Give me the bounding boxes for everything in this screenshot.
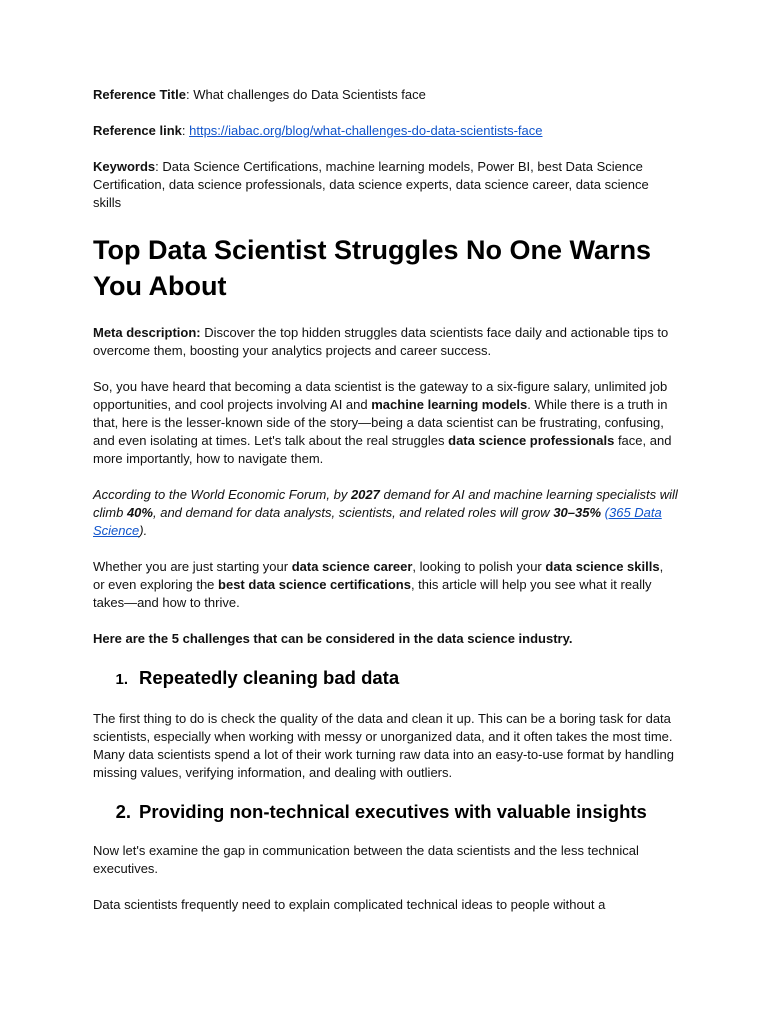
- challenge-2-title: Providing non-technical executives with valuable insights: [139, 801, 647, 822]
- whether-text-3: , or even exploring the: [93, 559, 664, 592]
- whether-bold-1: data science career: [291, 559, 413, 574]
- quote-text-1: According to the World Economic Forum, by: [93, 487, 351, 502]
- meta-description-text: Discover the top hidden struggles data scientists face daily and actionable tips to overcome them, boosting your analytics projects and career success.: [93, 325, 669, 358]
- meta-description-label: Meta description:: [93, 325, 201, 340]
- reference-link-line: [93, 122, 678, 140]
- challenge-1-heading: [93, 666, 678, 692]
- intro-text-2: . While there is a truth in that, here is the lesser-known side of the story—being a data scientist can be frustrating, confusing, and even isolating at times. Let's talk about the real struggles: [93, 397, 668, 448]
- quote-text-3: , and demand for data analysts, scientists, and related roles will grow: [152, 505, 554, 520]
- intro-text-1: So, you have heard that becoming a data scientist is the gateway to a six-figure salary, unlimited job opportunities, and cool projects involving AI and: [93, 379, 668, 412]
- whether-bold-3: best data science certifications: [218, 577, 411, 592]
- reference-title-value: : What challenges do Data Scientists face: [185, 87, 426, 102]
- challenge-2-heading: [93, 800, 678, 824]
- quote-bold-2: 40%: [126, 505, 153, 520]
- quote-end: ).: [139, 523, 148, 538]
- whether-text-2: , looking to polish your: [412, 559, 546, 574]
- whether-bold-2: data science skills: [545, 559, 660, 574]
- whether-text-1: Whether you are just starting your: [93, 559, 292, 574]
- whether-paragraph: [93, 558, 678, 612]
- reference-link-label: Reference link: [93, 123, 182, 138]
- keywords-label: Keywords: [93, 159, 156, 174]
- reference-title-line: [93, 86, 678, 104]
- keywords-value: : Data Science Certifications, machine learning models, Power BI, best Data Science Certification, data science professionals, data science experts, data science career, data science skills: [93, 159, 649, 210]
- challenge-1-title: Repeatedly cleaning bad data: [139, 667, 400, 688]
- statistics-quote: [93, 486, 678, 540]
- challenges-lead: Here are the 5 challenges that can be considered in the data science industry.: [93, 631, 573, 646]
- whether-text-4: , this article will help you see what it really takes—and how to thrive.: [93, 577, 652, 610]
- intro-bold-1: machine learning models: [371, 397, 528, 412]
- challenge-2-number: 2.: [115, 801, 131, 822]
- intro-bold-2: data science professionals: [448, 433, 615, 448]
- article-title: Top Data Scientist Struggles No One Warns You About: [93, 235, 652, 301]
- intro-paragraph: [93, 378, 678, 468]
- quote-bold-3: 30–35%: [553, 505, 602, 520]
- meta-description: [93, 324, 678, 360]
- reference-link-url[interactable]: https://iabac.org/blog/what-challenges-do-data-scientists-face: [189, 123, 543, 138]
- reference-link-separator: :: [181, 123, 190, 138]
- quote-source-link[interactable]: (365 Data Science: [93, 505, 662, 538]
- keywords-line: [93, 158, 678, 212]
- challenge-2-body-continued: Data scientists frequently need to explain complicated technical ideas to people without a: [93, 897, 606, 912]
- challenge-1-body: The first thing to do is check the quality of the data and clean it up. This can be a boring task for data scientists, especially when working with messy or unorganized data, and it often takes the most time. Many data scientists spend a lot of their work turning raw data into an easy-to-use format by handling missing values, verifying information, and dealing with outliers.: [93, 711, 674, 780]
- document-content: [93, 86, 678, 914]
- challenge-1-number: 1.: [115, 671, 128, 688]
- reference-title-label: Reference Title: [93, 87, 186, 102]
- intro-text-3: face, and more importantly, how to navigate them.: [93, 433, 672, 466]
- challenge-2-body: Now let's examine the gap in communication between the data scientists and the less technical executives.: [93, 843, 639, 876]
- quote-bold-1: 2027: [350, 487, 380, 502]
- quote-text-2: demand for AI and machine learning specialists will climb: [93, 487, 678, 520]
